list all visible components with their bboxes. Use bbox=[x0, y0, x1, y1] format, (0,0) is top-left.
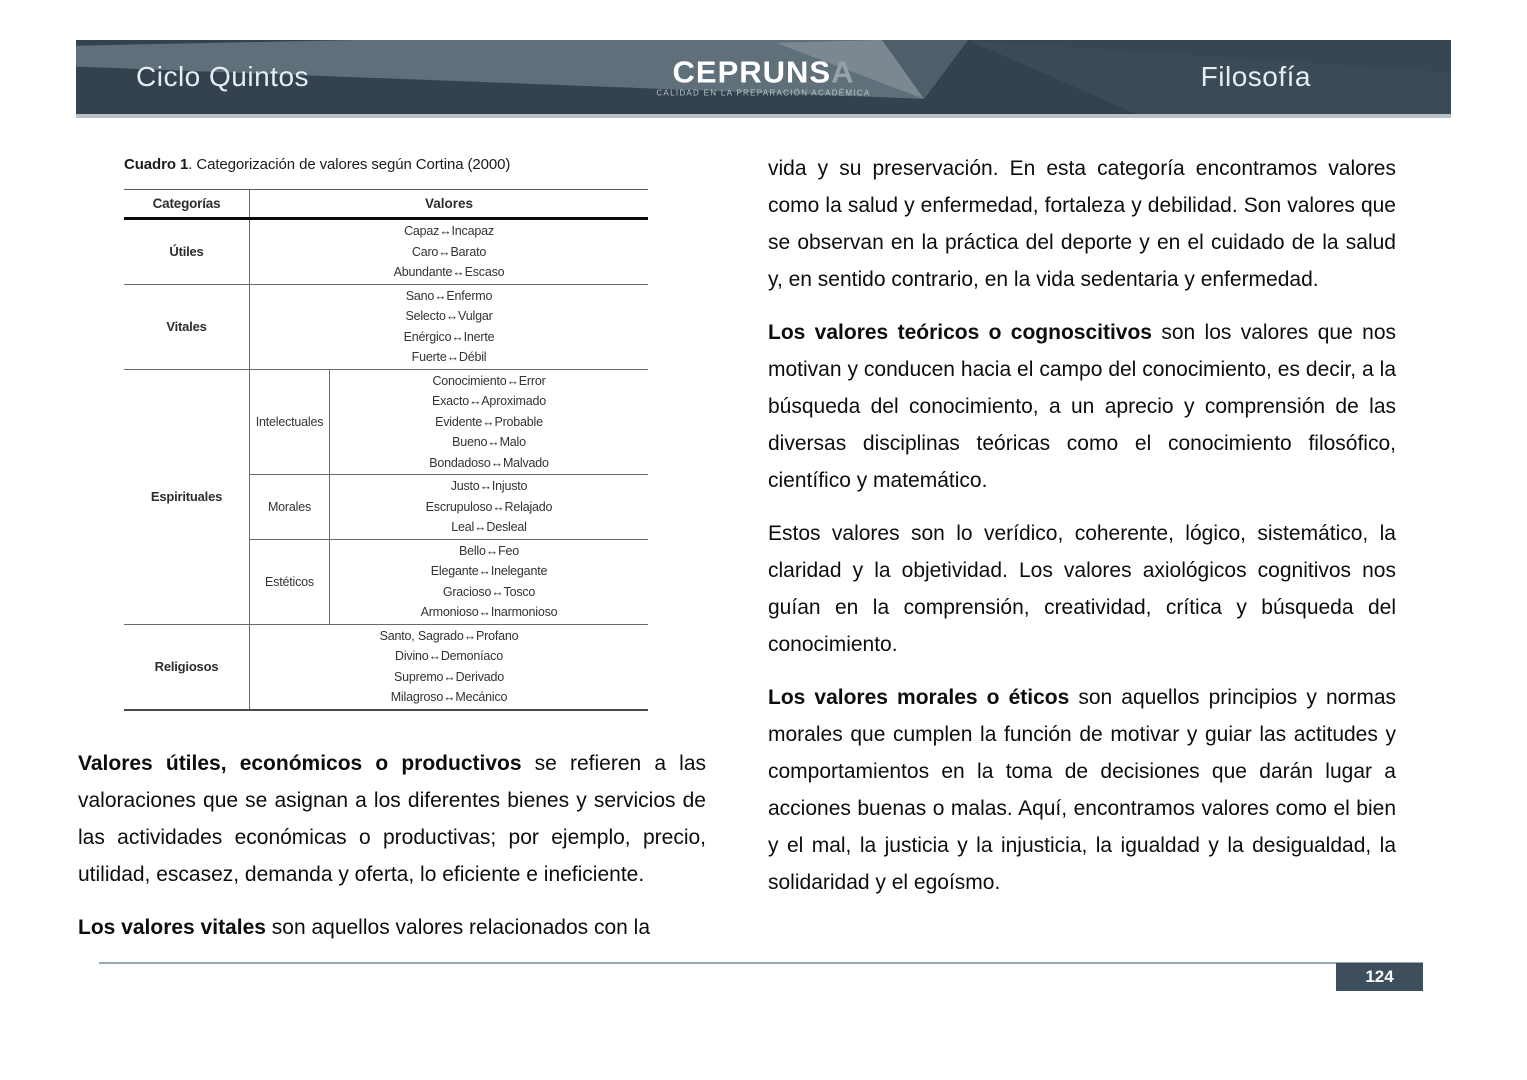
value-pair: Armonioso↔Inarmonioso bbox=[420, 605, 558, 619]
table-caption-text: . Categorización de valores según Cortina (2000) bbox=[188, 156, 511, 173]
ceprunsa-logo bbox=[656, 54, 871, 98]
values-cell bbox=[250, 625, 648, 709]
category-cell: Religiosos bbox=[124, 625, 250, 709]
value-pair: Exacto↔Aproximado bbox=[431, 394, 546, 408]
value-pair: Fuerte↔Débil bbox=[411, 350, 487, 364]
table-header-row bbox=[124, 190, 648, 220]
subcategory-cell: Intelectuales bbox=[250, 370, 330, 475]
page-number: 124 bbox=[1365, 967, 1394, 986]
value-pair: Milagroso↔Mecánico bbox=[390, 690, 508, 704]
footer-divider bbox=[99, 962, 1423, 964]
category-cell: Espirituales bbox=[124, 370, 250, 624]
value-pair: Caro↔Barato bbox=[411, 244, 487, 259]
paragraph bbox=[78, 745, 706, 893]
value-pair: Elegante↔Inelegante bbox=[430, 564, 548, 578]
values-table bbox=[124, 189, 648, 711]
value-pair: Enérgico↔Inerte bbox=[403, 329, 495, 344]
table-row bbox=[124, 625, 648, 709]
value-pair: Divino↔Demoníaco bbox=[395, 649, 503, 663]
paragraph-text: son los valores que nos motivan y conducen hacia el campo del conocimiento, es decir, a la búsqueda del conocimiento, a un aprecio y comprensión de las diversas disciplinas teóricas como el conocimiento filosófico, científico y matemático. bbox=[768, 321, 1396, 492]
logo-wordmark bbox=[656, 54, 870, 90]
value-pair: Justo↔Injusto bbox=[450, 479, 528, 493]
values-cell bbox=[250, 285, 648, 369]
table-caption bbox=[124, 156, 706, 173]
paragraph-lead: Los valores vitales bbox=[78, 915, 266, 939]
cycle-title: Ciclo Quintos bbox=[136, 61, 310, 92]
table-row bbox=[124, 220, 648, 285]
value-pair: Bello↔Feo bbox=[458, 543, 520, 558]
paragraph-text: vida y su preservación. En esta categoría encontramos valores como la salud y enfermedad, fortaleza y debilidad. Son valores que se observan en la práctica del deporte y en el cuidado de la salud y, en sentido contrario, en la vida sedentaria y enfermedad. bbox=[768, 157, 1396, 291]
subcategory-cell: Morales bbox=[250, 475, 330, 539]
paragraph-lead: Los valores morales o éticos bbox=[768, 686, 1070, 709]
value-pair: Bondadoso↔Malvado bbox=[429, 455, 549, 470]
values-cell bbox=[330, 475, 648, 539]
paragraph bbox=[768, 314, 1396, 499]
values-cell bbox=[250, 220, 648, 284]
paragraph bbox=[768, 150, 1396, 298]
header-bar bbox=[76, 40, 1451, 118]
paragraph bbox=[768, 679, 1396, 901]
paragraph-text: son aquellos principios y normas morales que cumplen la función de motivar y guiar las actitudes y comportamientos en la toma de decisiones que darán lugar a acciones buenas o malas. Aquí, encontramos valores como el bien y el mal, la justicia y la injusticia, la igualdad y la desigualdad, la solidaridad y el egoísmo. bbox=[768, 686, 1396, 894]
table-subrow bbox=[250, 540, 648, 624]
col-header-categories: Categorías bbox=[124, 190, 250, 217]
value-pair: Gracioso↔Tosco bbox=[442, 584, 536, 599]
right-column bbox=[768, 150, 1396, 917]
value-pair: Escrupuloso↔Relajado bbox=[425, 499, 553, 514]
value-pair: Bueno↔Malo bbox=[452, 435, 526, 449]
logo-wordmark-accent: A bbox=[831, 54, 855, 90]
paragraph bbox=[768, 515, 1396, 663]
paragraph-lead: Los valores teóricos o cognoscitivos bbox=[768, 321, 1152, 344]
values-cell bbox=[330, 370, 648, 475]
logo-wordmark-main: CEPRUNS bbox=[672, 54, 832, 90]
value-pair: Leal↔Desleal bbox=[451, 520, 527, 534]
table-subrow bbox=[250, 475, 648, 540]
col-header-values: Valores bbox=[424, 196, 474, 211]
value-pair: Capaz↔Incapaz bbox=[404, 224, 494, 238]
logo-tagline: CALIDAD EN LA PREPARACIÓN ACADÉMICA bbox=[656, 88, 871, 98]
paragraph-text: son aquellos valores relacionados con la bbox=[265, 915, 651, 939]
left-column bbox=[78, 148, 706, 962]
value-pair: Sano↔Enfermo bbox=[405, 288, 493, 303]
value-pair: Conocimiento↔Error bbox=[432, 373, 546, 388]
value-pair: Selecto↔Vulgar bbox=[405, 309, 493, 323]
table-row bbox=[124, 285, 648, 370]
page-number-badge bbox=[1336, 963, 1423, 991]
category-cell: Vitales bbox=[124, 285, 250, 369]
table-row bbox=[124, 370, 648, 625]
table-caption-number: Cuadro 1 bbox=[124, 156, 189, 173]
value-pair: Santo, Sagrado↔Profano bbox=[379, 628, 519, 643]
values-cell bbox=[330, 540, 648, 624]
subject-title: Filosofía bbox=[1200, 61, 1311, 92]
table-subrow bbox=[250, 370, 648, 476]
paragraph-text: se refieren a las valoraciones que se asignan a los diferentes bienes y servicios de las actividades económicas o productivas; por ejemplo, precio, utilidad, escasez, demanda y oferta, lo eficiente e ineficiente. bbox=[78, 751, 706, 886]
value-pair: Evidente↔Probable bbox=[435, 414, 543, 429]
value-pair: Abundante↔Escaso bbox=[393, 265, 505, 279]
subcategory-cell: Estéticos bbox=[250, 540, 330, 624]
paragraph bbox=[78, 909, 706, 946]
value-pair: Supremo↔Derivado bbox=[393, 669, 505, 684]
paragraph-lead: Valores útiles, económicos o productivos bbox=[78, 751, 522, 775]
header-content bbox=[76, 40, 1451, 114]
paragraph-text: Estos valores son lo verídico, coherente, lógico, sistemático, la claridad y la objetividad. Los valores axiológicos cognitivos nos guían en la comprensión, creatividad, crítica y búsqueda del conocimiento. bbox=[768, 522, 1396, 656]
category-cell: Útiles bbox=[124, 220, 250, 284]
subrows-cell bbox=[250, 370, 648, 624]
